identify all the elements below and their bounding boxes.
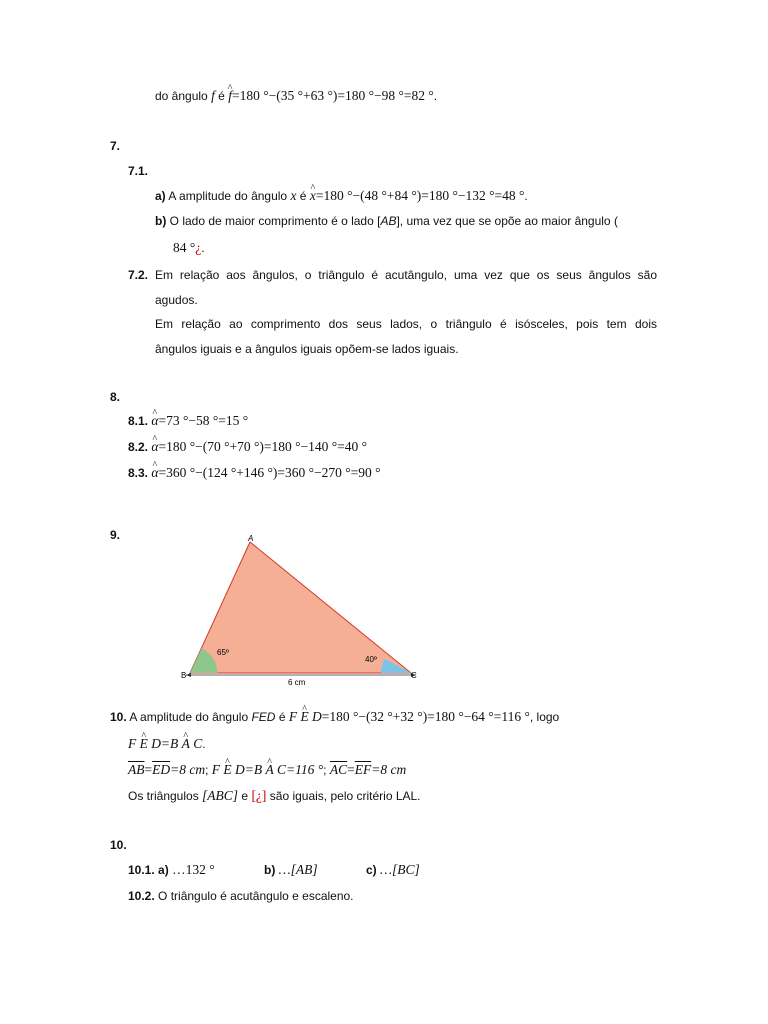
item-label: 8.1. <box>128 414 149 428</box>
question-7-2-line-2: agudos. <box>155 293 198 307</box>
text: O triângulo é acutângulo e escaleno. <box>158 889 354 903</box>
math-var-hat: ^ α <box>151 465 158 481</box>
math-var-hat: ^ α <box>151 413 158 429</box>
math-var-hat: ^ A <box>265 762 273 778</box>
render-error-glyph: ¿ <box>195 240 202 255</box>
base-length-label: 6 cm <box>288 678 306 687</box>
math-var: C <box>193 736 203 751</box>
math-var-hat: ^ f <box>228 88 232 104</box>
math-expression: = <box>144 762 153 777</box>
question-8-3 <box>128 465 381 481</box>
item-label: 8.3. <box>128 466 149 480</box>
item-label: 8.2. <box>128 440 149 454</box>
question-10-1-b <box>264 862 318 878</box>
question-10-number: 10. <box>110 838 127 852</box>
math-expression: =180 °−(48 °+84 °)=180 °−132 °=48 ° <box>315 188 525 203</box>
question-10-2 <box>128 888 354 904</box>
math-var: F <box>128 736 137 751</box>
math-expression: =73 °−58 °=15 ° <box>158 413 249 428</box>
vertex-c-label: C <box>411 671 417 680</box>
item-label: a) <box>158 863 169 877</box>
math-expression: C=116 ° <box>277 762 324 777</box>
item-label: 10. <box>110 710 127 724</box>
text: O lado de maior comprimento é o lado [ <box>169 214 381 228</box>
item-label: c) <box>366 863 377 877</box>
item-label: b) <box>155 214 167 228</box>
segment-overline: $\overline{AB}$ <box>128 762 145 777</box>
triangle-name: [ABC] <box>202 788 239 803</box>
text: A amplitude do ângulo <box>129 710 249 724</box>
angle-f-line <box>155 88 437 104</box>
math-expression: =8 cm <box>371 762 407 777</box>
math-expression: =180 °−(70 °+70 °)=180 °−140 °=40 ° <box>158 439 368 454</box>
math-var: F <box>288 709 298 724</box>
math-var: f <box>211 88 215 103</box>
question-7-1-number: 7.1. <box>128 164 149 178</box>
arrowhead-left-icon <box>186 673 191 677</box>
text: . <box>433 89 438 103</box>
math-var-hat: ^ A <box>182 736 190 752</box>
segment-overline: $\overline{EF}$ <box>354 762 372 777</box>
item-label: a) <box>155 189 166 203</box>
question-10-1 <box>128 862 215 878</box>
math-var: D <box>312 709 322 724</box>
vertex-b-label: B <box>181 671 187 680</box>
math-expression: =360 °−(124 °+146 °)=360 °−270 °=90 ° <box>158 465 381 480</box>
question-8-number: 8. <box>110 390 121 404</box>
question-10-line-3 <box>128 762 406 778</box>
math-expression: = <box>347 762 355 777</box>
math-expression: =8 cm <box>170 762 206 777</box>
text: são iguais, pelo critério LAL. <box>269 789 421 803</box>
text: é <box>299 189 307 203</box>
question-7-1-b-cont <box>173 240 205 256</box>
text: e <box>241 789 249 803</box>
answer-value: …132 ° <box>172 862 215 877</box>
question-8-1 <box>128 413 248 429</box>
question-7-2-line-3: Em relação ao comprimento dos seus lados, o triângulo é isósceles, pois tem dois <box>155 317 657 331</box>
math-expression: D=B <box>234 762 263 777</box>
render-error-glyph: [¿] <box>251 788 267 803</box>
item-label: 10.2. <box>128 889 155 903</box>
question-10-line-2 <box>128 736 206 752</box>
segment-overline: $\overline{AC}$ <box>329 762 348 777</box>
math-var-hat: ^ E <box>223 762 231 778</box>
question-7-2-line-4: ângulos iguais e a ângulos iguais opõem-se lados iguais. <box>155 342 459 356</box>
question-10-1-c <box>366 862 420 878</box>
question-7-2-line-1: Em relação aos ângulos, o triângulo é acutângulo, uma vez que os seus ângulos são <box>155 268 657 282</box>
segment-overline: $\overline{ED}$ <box>152 762 171 777</box>
text: , logo <box>529 710 560 724</box>
text: do ângulo <box>155 89 208 103</box>
question-8-2 <box>128 439 367 455</box>
math-var-hat: ^ α <box>151 439 158 455</box>
math-expression: D=B <box>151 736 179 751</box>
question-7-1-b <box>155 213 618 229</box>
math-expression: =180 °−(32 °+32 °)=180 °−64 °=116 ° <box>321 709 530 724</box>
text: Os triângulos <box>128 789 199 803</box>
answer-value: …[AB] <box>278 862 318 877</box>
text: ; <box>323 763 327 777</box>
question-7-1-a <box>155 188 528 204</box>
text: . <box>201 241 205 255</box>
text: é <box>278 710 286 724</box>
question-7-2-number: 7.2. <box>128 268 149 282</box>
item-label: 10.1. <box>128 863 155 877</box>
math-expression: 84 ° <box>173 240 196 255</box>
math-var: x <box>290 188 297 203</box>
question-10-line-1 <box>110 709 559 725</box>
math-var-hat: ^ E <box>140 736 148 752</box>
text: . <box>524 189 528 203</box>
angle-c-label: 40º <box>365 655 377 664</box>
question-7-number: 7. <box>110 139 121 153</box>
triangle-figure <box>180 530 420 690</box>
math-var: F <box>211 762 221 777</box>
angle-name: FED <box>251 710 276 724</box>
math-var-hat: ^ x <box>310 188 316 204</box>
angle-b-label: 65º <box>217 648 229 657</box>
answer-value: …[BC] <box>380 862 420 877</box>
text: ; <box>205 763 209 777</box>
text: é <box>218 89 225 103</box>
math-expression: =180 °−(35 °+63 °)=180 °−98 °=82 ° <box>231 88 434 103</box>
question-10-line-4 <box>128 788 421 804</box>
item-label: b) <box>264 863 276 877</box>
math-var-hat: ^ E <box>300 709 308 725</box>
text: . <box>202 737 206 751</box>
question-9-number: 9. <box>110 528 121 542</box>
text: A amplitude do ângulo <box>168 189 288 203</box>
segment-name: AB <box>380 214 397 228</box>
vertex-a-label: A <box>248 534 254 543</box>
text: ], uma vez que se opõe ao maior ângulo ( <box>396 214 618 228</box>
